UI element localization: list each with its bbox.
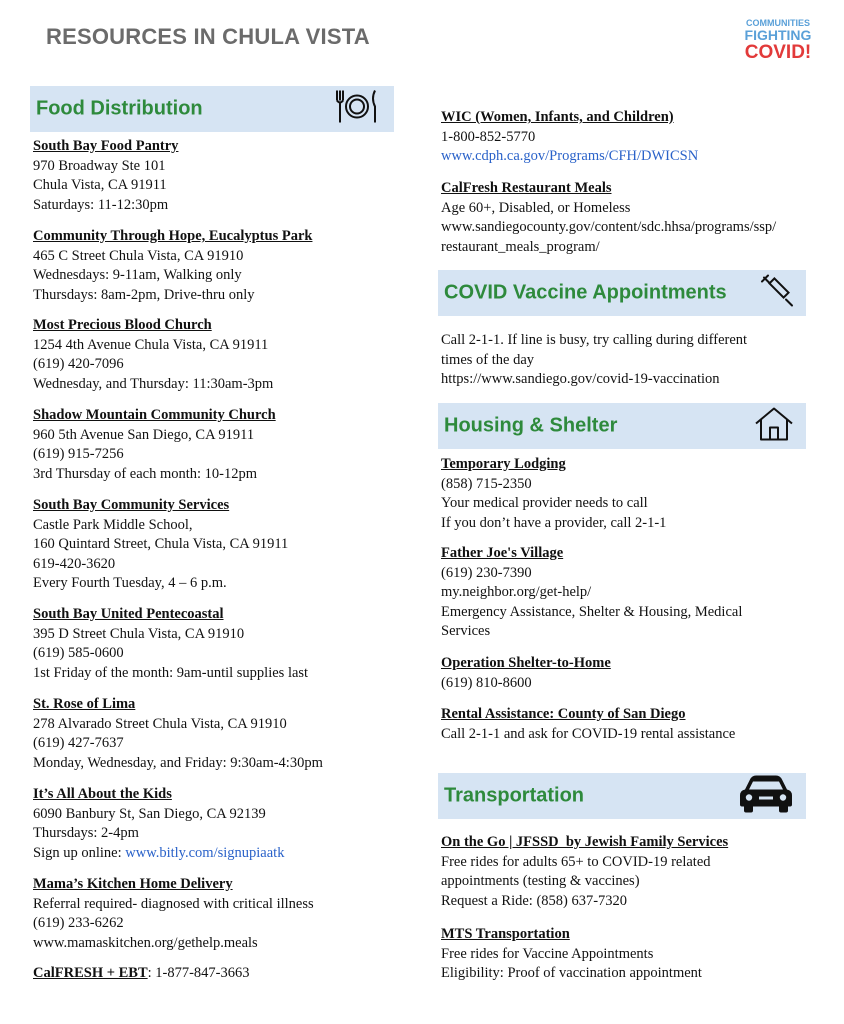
entry-line: Thursdays: 8am-2pm, Drive-thru only <box>33 286 255 303</box>
entry-line: 960 5th Avenue San Diego, CA 91911 <box>33 426 255 443</box>
entry-name: Operation Shelter-to-Home <box>441 655 611 671</box>
entry-name: Father Joe's Village <box>441 545 564 561</box>
house-icon <box>754 406 794 447</box>
entry-line: (619) 427-7637 <box>33 735 124 752</box>
entry-line: www.mamaskitchen.org/gethelp.meals <box>33 934 258 951</box>
entry-name: On the Go | JFSSD by Jewish Family Services <box>441 834 729 850</box>
transportation-entry <box>441 833 806 911</box>
food-entry <box>33 605 394 683</box>
entry-line: (619) 810-8600 <box>441 674 532 691</box>
entry-line: Every Fourth Tuesday, 4 – 6 p.m. <box>33 575 227 592</box>
entry-line: 970 Broadway Ste 101 <box>33 157 166 174</box>
entry-name: CalFRESH + EBT <box>33 965 148 981</box>
entry-name: St. Rose of Lima <box>33 696 136 712</box>
entry-line: times of the day <box>441 351 535 368</box>
housing-entry <box>441 544 806 642</box>
housing-entry <box>441 654 806 693</box>
plate-utensils-icon <box>332 88 382 131</box>
entry-line: appointments (testing & vaccines) <box>441 873 640 890</box>
food-entry <box>33 785 394 863</box>
entry-name: South Bay United Pentecoastal <box>33 606 224 622</box>
entry-line: Free rides for adults 65+ to COVID-19 related <box>441 853 711 870</box>
entry-line: Free rides for Vaccine Appointments <box>441 945 654 962</box>
entry-line: Thursdays: 2-4pm <box>33 825 139 842</box>
signup-link[interactable]: www.bitly.com/signupiaatk <box>125 844 285 861</box>
transportation-entry <box>441 925 806 984</box>
entry-line: Saturdays: 11-12:30pm <box>33 196 169 213</box>
food-entry <box>33 695 394 773</box>
entry-line: (858) 715-2350 <box>441 475 532 492</box>
food-entry <box>33 137 394 215</box>
entry-line: 278 Alvarado Street Chula Vista, CA 91910 <box>33 715 287 732</box>
entry-line: Age 60+, Disabled, or Homeless <box>441 199 631 216</box>
entry-line: (619) 915-7256 <box>33 446 124 463</box>
entry-line: (619) 230-7390 <box>441 564 532 581</box>
entry-line: 160 Quintard Street, Chula Vista, CA 91911 <box>33 536 289 553</box>
housing-entry <box>441 455 806 533</box>
entry-line: restaurant_meals_program/ <box>441 238 600 255</box>
entry-name: Mama’s Kitchen Home Delivery <box>33 876 233 892</box>
entry-line: Monday, Wednesday, and Friday: 9:30am-4:30pm <box>33 754 323 771</box>
entry-name: Most Precious Blood Church <box>33 317 212 333</box>
entry-line[interactable]: https://www.sandiego.gov/covid-19-vaccination <box>441 371 720 388</box>
entry-suffix: : 1-877-847-3663 <box>147 965 250 981</box>
entry-line: Emergency Assistance, Shelter & Housing, Medical <box>441 603 743 620</box>
entry-line: Chula Vista, CA 91911 <box>33 177 167 194</box>
entry-line: Services <box>441 623 491 640</box>
entry-name: Rental Assistance: County of San Diego <box>441 706 686 722</box>
entry-line: Call 2-1-1. If line is busy, try calling during different <box>441 332 748 348</box>
entry-line: Referral required- diagnosed with critical illness <box>33 895 314 912</box>
entry-line: 1-800-852-5770 <box>441 128 536 145</box>
food-entry <box>33 406 394 484</box>
entry-line: (619) 585-0600 <box>33 645 124 662</box>
calfresh-restaurant-entry <box>441 179 806 257</box>
food-distribution-title: Food Distribution <box>36 97 203 120</box>
entry-line: 395 D Street Chula Vista, CA 91910 <box>33 625 245 642</box>
communities-fighting-covid-logo <box>736 18 820 72</box>
food-entry <box>33 496 394 594</box>
entry-name: South Bay Food Pantry <box>33 138 179 154</box>
wic-entry <box>441 108 806 167</box>
syringe-icon <box>760 274 794 313</box>
vaccine-title: COVID Vaccine Appointments <box>444 281 727 304</box>
logo-line-3: COVID! <box>744 42 812 63</box>
food-entry <box>33 316 394 394</box>
entry-name: WIC (Women, Infants, and Children) <box>441 109 674 125</box>
transportation-title: Transportation <box>444 784 585 807</box>
entry-name: MTS Transportation <box>441 926 570 942</box>
housing-entry <box>441 705 806 744</box>
entry-name: Temporary Lodging <box>441 456 566 472</box>
signup-line <box>33 844 394 864</box>
entry-name: Shadow Mountain Community Church <box>33 407 276 423</box>
entry-line: 6090 Banbury St, San Diego, CA 92139 <box>33 805 266 822</box>
entry-line: www.sandiegocounty.gov/content/sdc.hhsa/programs/ssp/ <box>441 219 777 236</box>
signup-label: Sign up online: <box>33 844 126 861</box>
entry-name: Community Through Hope, Eucalyptus Park <box>33 228 313 244</box>
transportation-header <box>438 773 806 819</box>
entry-line: 3rd Thursday of each month: 10-12pm <box>33 465 258 482</box>
entry-name: South Bay Community Services <box>33 497 230 513</box>
housing-title: Housing & Shelter <box>444 414 618 437</box>
food-distribution-header <box>30 86 394 132</box>
food-entry <box>33 227 394 305</box>
vaccine-entry <box>441 331 806 390</box>
wic-link[interactable]: www.cdph.ca.gov/Programs/CFH/DWICSN <box>441 148 699 165</box>
entry-line: my.neighbor.org/get-help/ <box>441 584 592 601</box>
entry-line: 1254 4th Avenue Chula Vista, CA 91911 <box>33 336 269 353</box>
car-icon <box>738 774 794 819</box>
page-title: RESOURCES IN CHULA VISTA <box>46 24 370 49</box>
logo-line-2: FIGHTING <box>744 27 812 43</box>
entry-line: (619) 233-6262 <box>33 915 124 932</box>
entry-line: (619) 420-7096 <box>33 356 124 373</box>
entry-line: 1st Friday of the month: 9am-until supplies last <box>33 664 309 681</box>
entry-line: 619-420-3620 <box>33 555 116 572</box>
entry-line <box>33 964 394 984</box>
entry-line: Castle Park Middle School, <box>33 516 193 533</box>
food-entry <box>33 964 394 984</box>
vaccine-header <box>438 270 806 316</box>
entry-line: Wednesday, and Thursday: 11:30am-3pm <box>33 375 274 392</box>
housing-header <box>438 403 806 449</box>
entry-line: Eligibility: Proof of vaccination appointment <box>441 965 702 982</box>
entry-line: If you don’t have a provider, call 2-1-1 <box>441 514 667 531</box>
entry-name: It’s All About the Kids <box>33 786 172 802</box>
entry-line: 465 C Street Chula Vista, CA 91910 <box>33 247 244 264</box>
entry-line: Your medical provider needs to call <box>441 495 648 512</box>
food-entry <box>33 875 394 953</box>
entry-line: Call 2-1-1 and ask for COVID-19 rental assistance <box>441 725 736 742</box>
logo-line-1: COMMUNITIES <box>746 18 810 28</box>
entry-line: Request a Ride: (858) 637-7320 <box>441 892 628 909</box>
entry-name: CalFresh Restaurant Meals <box>441 180 612 196</box>
entry-line: Wednesdays: 9-11am, Walking only <box>33 267 242 284</box>
